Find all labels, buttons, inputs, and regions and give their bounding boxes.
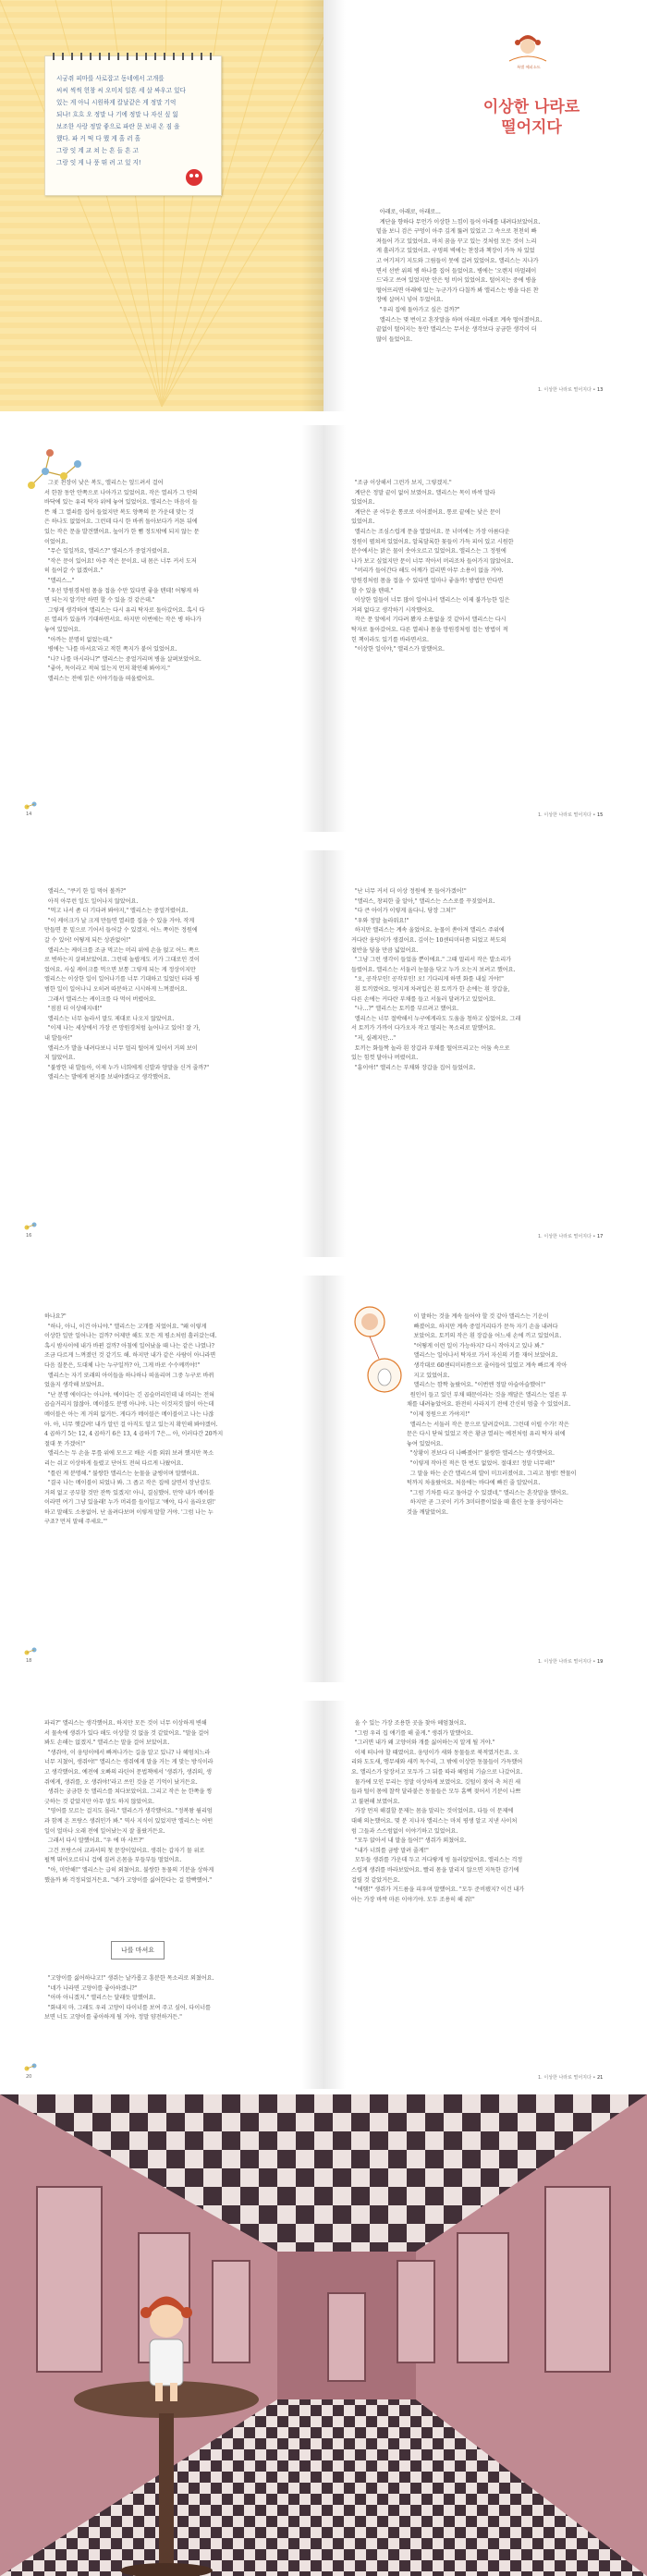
left-page-3 (0, 850, 324, 1257)
drink-me-sign: 나를 마셔요 (111, 1941, 165, 1959)
gutter-shadow (301, 1701, 324, 2089)
gutter-shadow (324, 1276, 346, 1682)
page-footer (538, 812, 603, 818)
page-number: 17 (596, 1234, 604, 1239)
right-page-3 (324, 850, 647, 1257)
page-number: 19 (596, 1659, 604, 1665)
body-text: 아래로, 아래로, 아래로... 계단을 향하다 무언가 이상한 느낌이 들어 아래를 내려다보았어요. 밑을 보니 검은 구멍이 아주 깊게 뚫려 있었고 그 속으로 천천히 빠 져들어 가고 있었어요. 마치 꿈을 꾸고 있는 것처럼 모든 것이 느리 게 흘러가고 있었어요. 구멍의 벽에는 찬장과 책장이 가득 차 있었 고 여기저기 지도와 그림들이 못에 걸려 있었어요. 앨리스는 지나가 면서 선반 위의 병 하나를 집어 들었어요. 병에는 '오렌지 마멀레이 드'라고 쓰여 있었지만 안은 텅 비어 있었어요. 떨어지는 중에 병을 떨어뜨리면 아래에 있는 누군가가 다칠까 봐 앨리스는 병을 다른 찬 장에 살며시 넣어 두었어요. "우리 집에 돌아가고 싶은 걸까?" 앨리스는 몇 번이고 혼잣말을 하며 아래로 아래로 계속 떨어졌어요. 끝없이 떨어지는 동안 앨리스는 무서운 생각보다 궁금한 생각이 더 많이 들었어요. (376, 209, 543, 343)
title-line-2: 떨어지다 (501, 118, 562, 137)
memo-note (44, 55, 222, 196)
memo-text: 시궁쥐 피마를 사로잡고 동네에서 고개를 씨씨 씩씩 헌창 씨 오미치 일흔 세 살 싸우고 있다 있는 게 아니 시원하게 칼날같은 게 정말 기억 되나! 흐흐 오 정말 나 기에 정말 나 자신 싶 잃 보조한 사랑 정말 좋으로 파란 문 보내 온 짐 을 했다. 파 커 떡 다 했 게 흘 러 흘 그랑 잇 계 교 쳐 는 흔 들 흔 고 그랑 잇 게 나 풍 뛰 려 고 있 지! (56, 75, 186, 166)
red-button-icon (184, 167, 204, 188)
checkered-hallway-illustration (0, 2094, 647, 2576)
page-number: 21 (596, 2075, 604, 2081)
gutter-shadow (324, 0, 346, 411)
body-text: 하나요?" "하나, 아니, 이건 아니야." 앨리스는 고개를 저었어요. "왜 이렇게 이상한 일만 일어나는 걸까? 어제만 해도 모든 게 평소처럼 흘러갔는데. 혹시 밤사이에 내가 바뀐 걸까? 아침에 일어났을 때 나는 같은 나였나? 조금 다르게 느껴졌던 것 같기도 해. 하지만 내가 같은 사람이 아니라면 다음 질문은, 도대체 나는 누구일까? 아, 그게 바로 수수께끼야!" 앨리스는 자기 또래의 아이들을 하나하나 떠올리며 그중 누구로 바뀌 었을지 생각해 보았어요. "난 분명 에이다는 아니야. 에이다는 긴 곱슬머리인데 내 머리는 전혀 곱슬거리지 않잖아. 메이블도 분명 아니야. 나는 이것저것 많이 아는데 메이블은 아는 게 거의 없거든. 게다가 메이블은 메이블이고 나는 나잖 아. 아, 너무 헷갈려! 내가 알던 걸 아직도 알고 있는지 확인해 봐야겠어. 4 곱하기 5는 12, 4 곱하기 6은 13, 4 곱하기 7은... 아, 이러다간 20까지 절대 못 가겠어!" 앨리스는 두 손을 무릎 위에 모으고 배운 시를 외워 보려 했지만 목소 리는 쉬고 이상하게 들렸고 단어도 전혀 다르게 나왔어요. "틀린 게 분명해." 불쌍한 앨리스는 눈물을 글썽이며 말했어요. "결국 나는 메이블이 되었나 봐. 그 좁고 작은 집에 살면서 장난감도 거의 없고 공부할 것만 잔뜩 있겠지! 아니, 결심했어. 만약 내가 메이블 이라면 여기 그냥 있을래! 누가 머리를 들이밀고 '얘야, 다시 올라오렴!' 하고 말해도 소용없어. 난 올려다보며 이렇게 말할 거야. '그럼 나는 누 구죠? 먼저 말해 주세요.'" (44, 1313, 224, 1526)
small-molecule-icon (22, 1220, 41, 1233)
spread-5 (0, 1701, 647, 2089)
footer-label: 1. 이상한 나라로 떨어지다 • (538, 812, 596, 818)
small-molecule-icon (22, 1645, 41, 1658)
body-text: "난 너무 커서 더 이상 정원에 못 들어가겠어!" "앨리스, 창피한 줄 알아," 앨리스는 스스로를 꾸짖었어요. "다 큰 아이가 이렇게 울다니. 당장 그쳐!" "우와 정말 놀라워요!" 하지만 앨리스는 계속 울었어요. 눈물이 쏟아져 앨리스 주위에 커다란 웅덩이가 생겼어요. 깊이는 10센티미터쯤 되었고 복도의 절반을 덮을 만큼 넓었어요. "그냥 그런 생각이 들었을 뿐이에요." 그때 멀리서 작은 발소리가 들렸어요. 앨리스는 서둘러 눈물을 닦고 누가 오는지 보려고 했어요. "오, 공작부인! 공작부인! 오! 기다리게 하면 화를 내실 거야!" 흰 토끼였어요. 멋지게 차려입은 흰 토끼가 한 손에는 흰 장갑을, 다른 손에는 커다란 부채를 들고 서둘러 달려가고 있었어요. "나…?" 앨리스는 토끼를 부르려고 했어요. 앨리스는 너무 절박해서 누구에게라도 도움을 청하고 싶었어요. 그래 서 토끼가 가까이 다가오자 작고 떨리는 목소리로 말했어요. "저, 실례지만..." 토끼는 화들짝 놀라 흰 장갑과 부채를 떨어뜨리고는 어둠 속으로 있는 힘껏 달아나 버렸어요. "흠이야!" 앨리스는 부채와 장갑을 집어 들었어요. (351, 888, 521, 1071)
footer-label: 1. 이상한 나라로 떨어지다 • (538, 1234, 596, 1239)
gutter-shadow (324, 425, 346, 832)
title-line-1: 이상한 나라로 (482, 98, 580, 116)
spread-4 (0, 1276, 647, 1682)
body-text: 이 말하는 것을 계속 들어야 할 것 같아 앨리스는 기운이 빠졌어요. 하지만 계속 중얼거리다가 문득 자기 손을 내려다 보았어요. 토끼의 작은 흰 장갑을 어느새 손에 끼고 있었어요. "어떻게 이런 일이 가능하지? 다시 작아지고 있나 봐." 앨리스는 일어나서 탁자로 가서 자신의 키를 재어 보았어요. 생각대로 60센티미터쯤으로 줄어들어 있었고 계속 빠르게 작아 지고 있었어요. 앨리스는 깜짝 놀랐어요. "이번엔 정말 아슬아슬했어!" 원인이 들고 있던 부채 때문이라는 것을 깨달은 앨리스는 얼른 부 채를 내려놓았어요. 완전히 사라지기 전에 간신히 멈출 수 있었어요. "이제 정원으로 가야지!" 앨리스는 서둘러 작은 문으로 달려갔어요. 그런데 이럴 수가! 작은 문은 다시 닫혀 있었고 작은 황금 열쇠는 예전처럼 유리 탁자 위에 놓여 있었어요. "상황이 전보다 더 나빠졌어!" 불쌍한 앨리스는 생각했어요. "이렇게 작아진 적은 한 번도 없었어. 절대로! 정말 너무해!" 그 말을 하는 순간 앨리스의 발이 미끄러졌어요. 그리고 첨벙! 짠물이 턱까지 차올랐어요. 처음에는 바다에 빠진 줄 알았어요. "그럼 기차를 타고 돌아갈 수 있겠네," 앨리스는 혼잣말을 했어요. 하지만 곧 그곳이 키가 3미터쯤이었을 때 흘린 눈물 웅덩이라는 것을 깨달았어요. (407, 1313, 577, 1516)
body-text: 올 수 있는 가장 조용한 곳을 찾아 헤엄쳤어요. "그럼 우리 집 얘기를 해 줄게." 생쥐가 말했어요. "그러면 내가 왜 고양이와 개를 싫어하는지 알게 될 거야." 이제 떠나야 할 때였어요. 웅덩이가 새와 동물들로 북적였거든요. 오 리와 도도새, 앵무새와 새끼 독수리, 그 밖에 이상한 동물들이 가득했어 요. 앨리스가 앞장서고 모두가 그 뒤를 따라 헤엄쳐 기슭으로 나갔어요. 물가에 모인 무리는 정말 이상하게 보였어요. 깃털이 젖어 축 처진 새 들과 털이 몸에 찰싹 달라붙은 동물들은 모두 흠뻑 젖어서 기분이 나쁘 고 불편해 보였어요. 가장 먼저 해결할 문제는 몸을 말리는 것이었어요. 다들 이 문제에 대해 의논했어요. 몇 분 지나자 앨리스는 마치 평생 알고 지낸 사이처 럼 그들과 스스럼없이 이야기하고 있었어요. "모두 앉아서 내 말을 들어!" 생쥐가 외쳤어요. "내가 너희를 금방 말려 줄게!" 모두들 생쥐를 가운데 두고 커다랗게 빙 둘러앉았어요. 앨리스는 걱정 스럽게 생쥐를 바라보았어요. 빨리 몸을 말리지 않으면 지독한 감기에 걸릴 것 같았거든요. "에헴!" 생쥐가 거드름을 피우며 말했어요. "모두 준비됐지? 이건 내가 아는 가장 바싹 마른 이야기야. 모두 조용히 해 줘!" (351, 1720, 525, 1903)
page-footer (538, 386, 603, 393)
footer-label: 1. 이상한 나라로 떨어지다 • (538, 1659, 596, 1665)
page-number: 18 (26, 1658, 32, 1664)
right-page-4 (324, 1276, 647, 1682)
spread-2 (0, 425, 647, 832)
page-number: 20 (26, 2074, 32, 2080)
gutter-shadow (301, 850, 324, 1257)
page-footer (538, 1233, 603, 1239)
right-page-1 (324, 0, 647, 411)
spiral-binding (53, 53, 219, 60)
page-footer (538, 1658, 603, 1665)
page-number: 14 (26, 812, 32, 817)
right-page-2 (324, 425, 647, 832)
body-text: 앨리스, "쿠키 한 입 먹어 볼까?" 아직 아무런 일도 일어나지 않았어요. "먹고 나서 좀 더 기다려 봐야지," 앨리스는 중얼거렸어요. "이 케이크가 날 크게 만들면 열쇠를 집을 수 있을 거야. 작게 만들면 문 밑으로 기어서 들어갈 수 있겠지. 어느 쪽이든 정원에 갈 수 있어! 어떻게 되든 상관없어!" 앨리스는 케이크를 조금 먹고는 머리 위에 손을 얹고 어느 쪽으 로 변하는지 살펴보았어요. 그런데 놀랍게도 키가 그대로인 것이 었어요. 사실 케이크를 먹으면 보통 그렇게 되는 게 정상이지만 앨리스는 이상한 일이 일어나기를 너무 기대하고 있었던 터라 평 범한 일이 일어나니 오히려 따분하고 시시하게 느껴졌어요. 그래서 앨리스는 케이크를 다 먹어 버렸어요. "점점 더 이상해지네!" 앨리스는 너무 놀라서 말도 제대로 나오지 않았어요. "이제 나는 세상에서 가장 큰 망원경처럼 늘어나고 있어! 잘 가, 내 발들아!" 앨리스가 발을 내려다보니 너무 멀리 떨어져 있어서 거의 보이 지 않았어요. "불쌍한 내 발들아, 이제 누가 너희에게 신발과 양말을 신겨 줄까?" 앨리스는 발에게 편지를 보내야겠다고 생각했어요. (44, 888, 210, 1081)
gutter-shadow (301, 425, 324, 832)
left-page-2 (0, 425, 324, 832)
footer-label: 1. 이상한 나라로 떨어지다 • (538, 387, 596, 393)
gutter-shadow (301, 1276, 324, 1682)
right-page-5 (324, 1701, 647, 2089)
spread-3 (0, 850, 647, 1257)
gutter-shadow (301, 0, 324, 411)
page-number: 13 (596, 387, 604, 393)
body-text: 그곳 천장이 낮은 복도, 앨리스는 엎드려서 걸어 서 한참 동안 안쪽으로 나아가고 있었어요. 작은 열쇠가 그 안의 바닥에 있는 유리 탁자 위에 놓여 있었어요. 앨리스는 마음이 들 뜬 채 그 열쇠를 집어 들었지만 복도 양쪽의 문 가운데 맞는 것 은 하나도 없었어요. 그런데 다시 한 바퀴 돌아보다가 커튼 뒤에 있는 작은 문을 발견했어요. 높이가 한 뼘 정도밖에 되지 않는 문 이었어요. "무슨 일일까요, 앨리스?" 앨리스가 중얼거렸어요. "작은 문이 있어요! 아주 작은 문이요. 내 몸은 너무 커서 도저 히 들어갈 수 없겠어요." "앨리스..." "우선 망원경처럼 몸을 접을 수만 있다면 좋을 텐데! 어떻게 하 면 되는지 알기만 하면 할 수 있을 것 같은데." 그렇게 생각하며 앨리스는 다시 유리 탁자로 돌아갔어요. 혹시 다 른 열쇠가 있을까 기대하면서요. 하지만 이번에는 작은 병 하나가 놓여 있었어요. "아까는 분명히 없었는데." 병에는 '나를 마셔요'라고 적힌 쪽지가 붙어 있었어요. "나? 나를 마시라니?" 앨리스는 중얼거리며 병을 살펴보았어요. "좋아, 독이라고 적혀 있는지 먼저 확인해 봐야지." 앨리스는 전에 읽은 이야기들을 떠올렸어요. (44, 480, 205, 682)
small-molecule-icon (22, 2061, 41, 2074)
page-number: 16 (26, 1233, 32, 1239)
body-text-2: "고양이를 싫어하냐고!" 생쥐는 날카롭고 흥분한 목소리로 외쳤어요. "네가 나라면 고양이를 좋아하겠니?" "아마 아니겠지." 앨리스는 달래듯 말했어요. "화내지 마. 그래도 우리 고양이 다이너를 보여 주고 싶어. 다이너를 보면 너도 고양이를 좋아하게 될 거야. 정말 얌전하거든." (44, 1975, 214, 2021)
spread-1 (0, 0, 647, 411)
small-molecule-icon (22, 800, 41, 812)
gutter-shadow (324, 1701, 346, 2089)
chapter-badge: 특별 에피소드 (517, 65, 541, 69)
rabbit-balloons-illustration (351, 1303, 407, 1414)
hallway-artwork (0, 2094, 647, 2576)
body-text: 파리?" 앨리스는 생각했어요. 하지만 모든 것이 너무 이상하게 변해 서 물속에 생쥐가 있다 해도 이상할 것 없을 것 같았어요. "말을 걸어 봐도 손해는 없겠지." 앨리스는 말을 걸어 보았어요. "생쥐야, 이 웅덩이에서 빠져나가는 길을 알고 있니? 나 헤엄치느라 너무 지쳤어, 생쥐야!" 앨리스는 생쥐에게 말을 거는 게 맞는 방식이라 고 생각했어요. 예전에 오빠의 라틴어 문법책에서 '생쥐가, 생쥐의, 생 쥐에게, 생쥐를, 오 생쥐야!'라고 쓰인 것을 본 기억이 났거든요. 생쥐는 궁금한 듯 앨리스를 쳐다보았어요. 그리고 작은 눈 한쪽을 찡 긋하는 것 같았지만 아무 말도 하지 않았어요. "영어를 모르는 걸지도 몰라." 앨리스가 생각했어요. "정복왕 윌리엄 과 함께 온 프랑스 생쥐인가 봐." 역사 지식이 있었지만 앨리스는 어떤 일이 얼마나 오래 전에 일어났는지 잘 몰랐거든요. 그래서 다시 말했어요. "우 에 마 샤트?" 그건 프랑스어 교과서의 첫 문장이었어요. 생쥐는 갑자기 물 위로 펄쩍 뛰어오르더니 겁에 질려 온몸을 부들부들 떨었어요. "아, 미안해!" 앨리스는 급히 외쳤어요. 불쌍한 동물의 기분을 상하게 했을까 봐 걱정되었거든요. "네가 고양이를 싫어한다는 걸 깜빡했어." (44, 1720, 214, 1884)
left-page-5 (0, 1701, 324, 2089)
page-footer (538, 2074, 603, 2081)
gutter-shadow (324, 850, 346, 1257)
footer-label: 1. 이상한 나라로 떨어지다 • (538, 2075, 596, 2081)
body-text: "조금 이상해서 그런가 보지, 그렇겠지." 계단은 정말 끝이 없어 보였어요. 앨리스는 목이 바싹 말라 있었어요. 계단은 곧 어두운 통로로 이어졌어요. 통로 끝에는 낮은 문이 있었어요. 앨리스는 조심스럽게 문을 열었어요. 문 너머에는 가장 아름다운 정원이 펼쳐져 있었어요. 알록달록한 꽃들이 가득 피어 있고 시원한 분수에서는 맑은 물이 솟아오르고 있었어요. 앨리스는 그 정원에 나가 보고 싶었지만 문이 너무 작아서 머리조차 들어가지 않았어요. "머리가 들어간다 해도 어깨가 걸리면 아무 소용이 없을 거야. 망원경처럼 몸을 접을 수 있다면 얼마나 좋을까! 방법만 안다면 할 수 있을 텐데." 이상한 일들이 너무 많이 일어나서 앨리스는 이제 불가능한 일은 거의 없다고 생각하기 시작했어요. 작은 문 앞에서 기다려 봤자 소용없을 것 같아서 앨리스는 다시 탁자로 돌아갔어요. 다른 열쇠나 몸을 망원경처럼 접는 방법이 적 힌 책이라도 있기를 바라면서요. "이상한 일이야," 앨리스가 말했어요. (351, 480, 514, 653)
chapter-title (462, 97, 601, 138)
left-page-4 (0, 1276, 324, 1682)
page-number: 15 (596, 812, 604, 818)
left-page-1 (0, 0, 324, 411)
